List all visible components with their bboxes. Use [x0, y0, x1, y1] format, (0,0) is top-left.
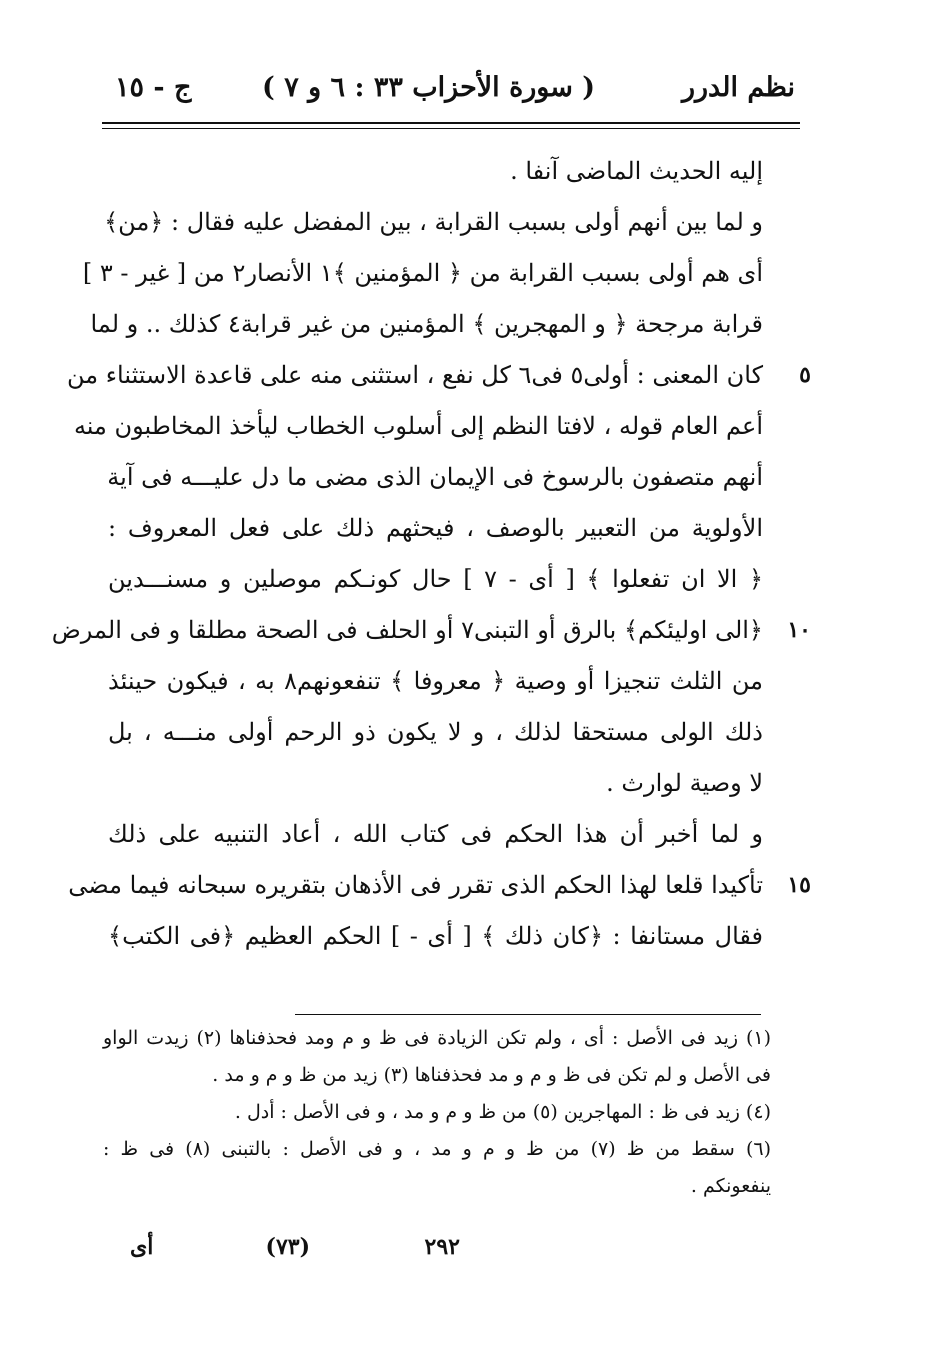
text-line-content: كان المعنى : أولى٥ فى٦ كل نفع ، استثنى منه على قاعدة الاستثناء من — [66, 361, 763, 389]
text-line-content: الأولوية من التعبير بالوصف ، فيحثهم ذلك على فعل المعروف : — [108, 514, 763, 542]
page-footer — [100, 1234, 480, 1270]
text-line-content: و لما أخبر أن هذا الحكم فى كتاب الله ، أعاد التنبيه على ذلك — [108, 820, 763, 848]
footnote-line: فى الأصل و لم تكن فى ظ و م و مد فحذفناها (٣) زيد من ظ و م و مد . — [212, 1064, 771, 1086]
text-line-content: ذلك الولى مستحقا لذلك ، و لا يكون ذو الرحم أولى منـــه ، بل — [108, 718, 763, 746]
volume-number: ج - ١٥ — [115, 72, 192, 103]
body-text — [51, 146, 811, 962]
text-line-content: أى هم أولى بسبب القرابة من ﴿ المؤمنين ﴾١ الأنصار٢ من [ غير - ٣ ] — [82, 259, 763, 287]
page-number: ٢٩٢ — [424, 1234, 460, 1260]
text-line — [108, 452, 763, 503]
line-number: ١٠ — [787, 617, 811, 643]
text-line-content: أنهم متصفون بالرسوخ فى الإيمان الذى مضى ما دل عليـــه فى آية — [107, 463, 763, 491]
text-line — [108, 656, 763, 707]
text-line — [108, 554, 763, 605]
text-line-content: لا وصية لوارث . — [606, 769, 763, 797]
footnote-line: (٤) زيد فى ظ : المهاجرين (٥) من ظ و م و مد ، و فى الأصل : أدل . — [234, 1101, 771, 1123]
text-line-content: إليه الحديث الماضى آنفا . — [510, 157, 763, 185]
text-line — [51, 605, 811, 656]
text-line-content: أعم العام قوله ، لافتا النظم إلى أسلوب الخطاب ليأخذ المخاطبون منه — [73, 412, 763, 440]
text-line-content: و لما بين أنهم أولى بسبب القرابة ، بين المفضل عليه فقال : ﴿من﴾ — [104, 208, 763, 236]
text-line — [90, 299, 763, 350]
book-title: نظم الدرر — [681, 72, 795, 103]
footnotes — [103, 1020, 771, 1205]
text-line-content: ﴿الى اوليئكم﴾ بالرق أو التبنى٧ أو الحلف فى الصحة مطلقا و فى المرض — [51, 616, 763, 644]
text-line-content: تأكيدا قلعا لهذا الحكم الذى تقرر فى الأذهان بتقريره سبحانه فيما مضى — [68, 871, 763, 899]
text-line — [108, 911, 763, 962]
header-rule-thin — [102, 128, 800, 129]
text-line — [68, 860, 811, 911]
text-line — [108, 758, 763, 809]
footnote-line: ينفعونكم . — [690, 1175, 771, 1197]
text-line — [108, 707, 763, 758]
text-line — [108, 503, 763, 554]
surah-reference: ( سورة الأحزاب ٣٣ : ٦ و ٧ ) — [262, 72, 595, 103]
text-line — [104, 197, 763, 248]
text-line — [73, 401, 763, 452]
text-line — [82, 248, 763, 299]
footnote-line: (١) زيد فى الأصل : أى ، ولم تكن الزيادة فى ظ و م ومد فحذفناها (٢) زيدت الواو — [103, 1027, 771, 1049]
text-line — [108, 146, 763, 197]
footnote-rule — [295, 1014, 761, 1015]
text-line-content: قرابة مرجحة ﴿ و المهجرين ﴾ المؤمنين من غير قرابة٤ كذلك .. و لما — [90, 310, 763, 338]
header-rule — [102, 122, 800, 124]
running-header — [105, 72, 795, 112]
text-line — [108, 809, 763, 860]
text-line-content: من الثلث تنجيزا أو وصية ﴿ معروفا ﴾ تنفعونهم٨ به ، فيكون حينئذ — [108, 667, 763, 695]
signature-mark: (٧٣) — [265, 1234, 310, 1260]
text-line-content: فقال مستانفا : ﴿كان ذلك ﴾ [ أى - ] الحكم العظيم ﴿فى الكتب﴾ — [108, 922, 763, 950]
footnote-line: (٦) سقط من ظ (٧) من ظ و م و مد ، و فى الأصل : بالتبنى (٨) فى ظ : — [103, 1138, 771, 1160]
text-line-content: ﴿ الا ان تفعلوا ﴾ [ أى - ٧ ] حال كونـكم موصلين و مسنـــدين — [108, 565, 764, 593]
catchword: أى — [130, 1234, 154, 1260]
line-number: ١٥ — [787, 872, 811, 898]
text-line — [66, 350, 811, 401]
line-number: ٥ — [799, 362, 811, 388]
